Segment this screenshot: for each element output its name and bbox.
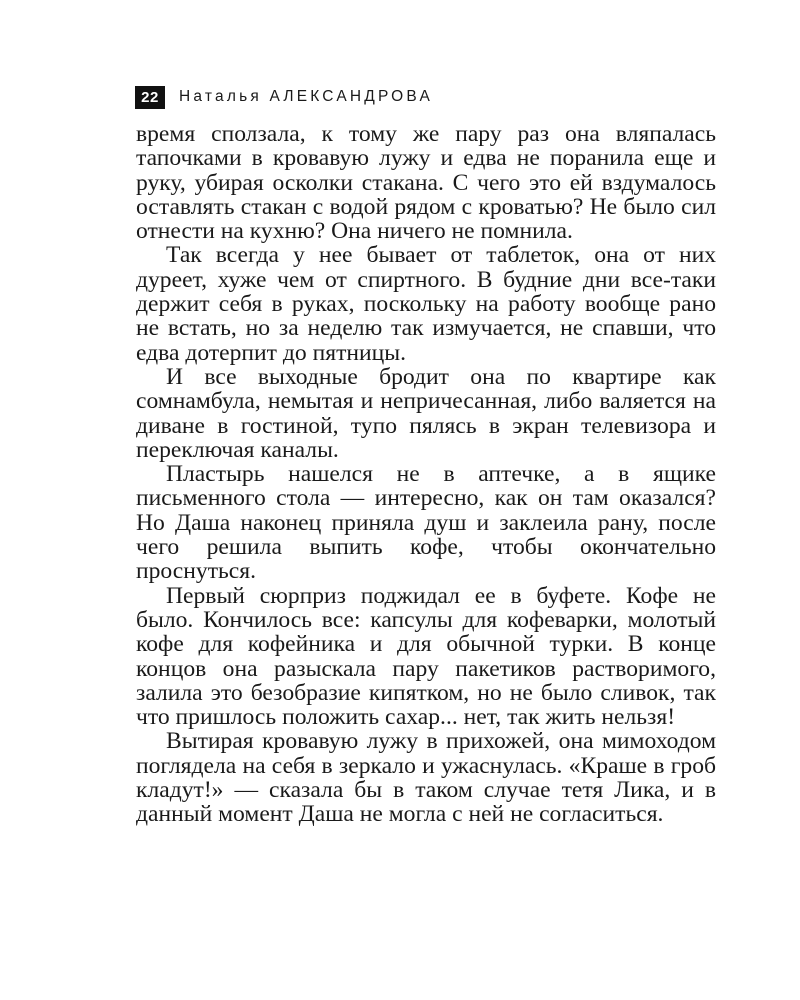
running-header [135,85,433,109]
page-number: 22 [135,86,165,109]
paragraph-1: время сползала, к тому же пару раз она вляпалась тапочками в кровавую лужу и едва не поранила еще и руку, убирая осколки стакана. С чего это ей вздумалось оставлять стакан с водой рядом с кроватью? Не было сил отнести на кухню? Она ничего не помнила. [136,121,716,245]
paragraph-2: Так всегда у нее бывает от таблеток, она от них дуреет, хуже чем от спиртного. В будние дни все-таки держит себя в руках, поскольку на работу вообще рано не встать, но за неделю так измучается, не спавши, что едва дотерпит до пятницы. [136,242,716,366]
author-name: Наталья АЛЕКСАНДРОВА [179,88,433,105]
paragraph-6: Вытирая кровавую лужу в прихожей, она мимоходом поглядела на себя в зеркало и ужаснулась. «Краше в гроб кладут!» — сказала бы в таком случае тетя Лика, и в данный момент Даша не могла с ней не согласиться. [136,728,716,828]
paragraph-3: И все выходные бродит она по квартире как сомнамбула, немытая и непричесанная, либо валяется на диване в гостиной, тупо пялясь в экран телевизора и переключая каналы. [136,363,716,463]
paragraph-5: Первый сюрприз поджидал ее в буфете. Кофе не было. Кончилось все: капсулы для кофеварки, молотый кофе для кофейника и для обычной турки. В конце концов она разыскала пару пакетиков растворимого, залила это безобразие кипятком, но не было сливок, так что пришлось положить сахар... нет, так жить нельзя! [136,582,716,731]
paragraph-4: Пластырь нашелся не в аптечке, а в ящике письменного стола — интересно, как он там оказался? Но Даша наконец приняла душ и заклеила рану, после чего решила выпить кофе, чтобы окончательно проснуться. [136,461,716,585]
body-text [136,122,716,827]
